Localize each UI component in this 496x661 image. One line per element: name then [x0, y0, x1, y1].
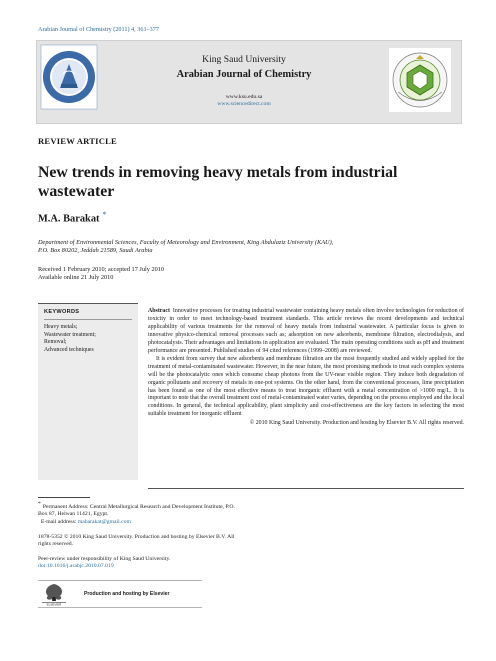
keyword-item: Heavy metals; — [44, 324, 78, 330]
abstract-bottom-rule — [148, 488, 464, 489]
article-dates — [38, 266, 164, 282]
abstract-section — [148, 308, 464, 428]
article-title: New trends in removing heavy metals from industrial wastewater — [38, 164, 398, 200]
journal-header — [110, 44, 378, 108]
abstract-copyright: © 2010 King Saud University. Production and hosting by Elsevier B.V. All rights reserved. — [249, 420, 464, 427]
article-type: REVIEW ARTICLE — [38, 136, 117, 146]
received-date: Received 1 February 2010; accepted 17 July 2010 — [38, 266, 165, 273]
elsevier-tree-logo-icon — [40, 582, 68, 606]
doi-link[interactable]: doi:10.1016/j.arabjc.2010.07.019 — [38, 563, 114, 570]
abstract-text: Innovative processes for treating industrial wastewater containing heavy metals often involve technologies for reduction of toxicity in order to meet technology-based treatment standards. This article reviews the recent developments and technical applicability of various treatments for the removal of heavy metals from industrial wastewater. A particular focus is given to innovative physico-chemical removal processes such as; adsorption on new adsorbents, membrane filtration, electrodialysis, and photocatalysis. Their advantages and limitations in application are evaluated. The main operating conditions such as pH and treatment performance are presented. Published studies of 94 cited references (1999–2008) are reviewed. — [148, 308, 464, 354]
keywords-heading: KEYWORDS — [44, 309, 80, 315]
elsevier-wordmark: ELSEVIER — [46, 602, 62, 606]
author-name: M.A. Barakat — [38, 213, 100, 225]
author-footnote-link[interactable]: * — [102, 210, 107, 219]
peer-review-note — [38, 556, 238, 571]
keywords-box — [38, 303, 138, 480]
footnote-divider — [38, 497, 90, 498]
footnote-text: Permanent Address: Central Metallurgical Research and Development Institute, P.O. Box 87, Helwan 11421, Egypt. — [38, 503, 235, 518]
author-footnote — [38, 501, 238, 526]
author-affiliation — [38, 239, 468, 255]
affiliation-line: Department of Environmental Sciences, Faculty of Meteorology and Environment, King Abdulaziz University (KAU), — [38, 239, 334, 246]
abstract-label: Abstract — [148, 308, 170, 314]
peer-review-text: Peer-review under responsibility of King Saud University. — [38, 556, 171, 562]
keyword-item: Removal; — [44, 339, 67, 346]
abstract-paragraph — [148, 308, 464, 356]
keyword-item: Advanced techniques — [44, 346, 94, 353]
arabian-journal-chemistry-logo-icon — [388, 47, 452, 113]
production-text: Production and hosting by Elsevier — [84, 591, 170, 597]
keyword-item: Wastewater treatment; — [44, 331, 96, 338]
footnote-mark: * — [38, 501, 41, 507]
affiliation-line: P.O. Box 80202, Jeddah 21589, Saudi Arabia — [38, 247, 153, 254]
university-name: King Saud University — [202, 54, 286, 65]
keywords-divider — [44, 319, 132, 320]
author-line — [38, 210, 106, 224]
email-link[interactable]: mabarakat@gmail.com — [77, 518, 131, 525]
email-label: E-mail address: — [40, 518, 77, 525]
abstract-paragraph: It is evident from survey that new adsorbents and membrane filtration are the most frequently studied and widely applied for the treatment of metal-contaminated wastewater. However, in the near future, the most promising methods to treat such complex systems will be the photocatalytic ones which consume cheap photons from the UV-near visible region. They induce both degradation of organic pollutants and recovery of metals in one-pot systems. On the other hand, from the conventional processes, lime precipitation has been found as one of the most effective means to treat inorganic effluent with a metal concentration of >1000 mg/L. It is important to note that the overall treatment cost of metal-contaminated water varies, depending on the process employed and the local conditions. In general, the technical applicability, plant simplicity and cost-effectiveness are the key factors in selecting the most suitable treatment for inorganic effluent — [148, 355, 464, 418]
ksu-url-link[interactable]: www.ksu.edu.sa — [225, 94, 263, 100]
footnote-address — [38, 501, 238, 519]
journal-name: Arabian Journal of Chemistry — [176, 69, 312, 80]
ksu-logo-icon — [40, 44, 98, 110]
online-date: Available online 21 July 2010 — [38, 274, 114, 281]
issn-copyright: 1878-5352 © 2010 King Saud University. Production and hosting by Elsevier B.V. All rights reserved. — [38, 534, 235, 548]
footnote-email — [38, 519, 238, 526]
journal-urls — [110, 94, 378, 108]
keywords-list — [38, 324, 138, 354]
sciencedirect-url-link[interactable]: www.sciencedirect.com — [217, 101, 271, 107]
journal-citation[interactable]: Arabian Journal of Chemistry (2011) 4, 361–377 — [38, 26, 159, 33]
